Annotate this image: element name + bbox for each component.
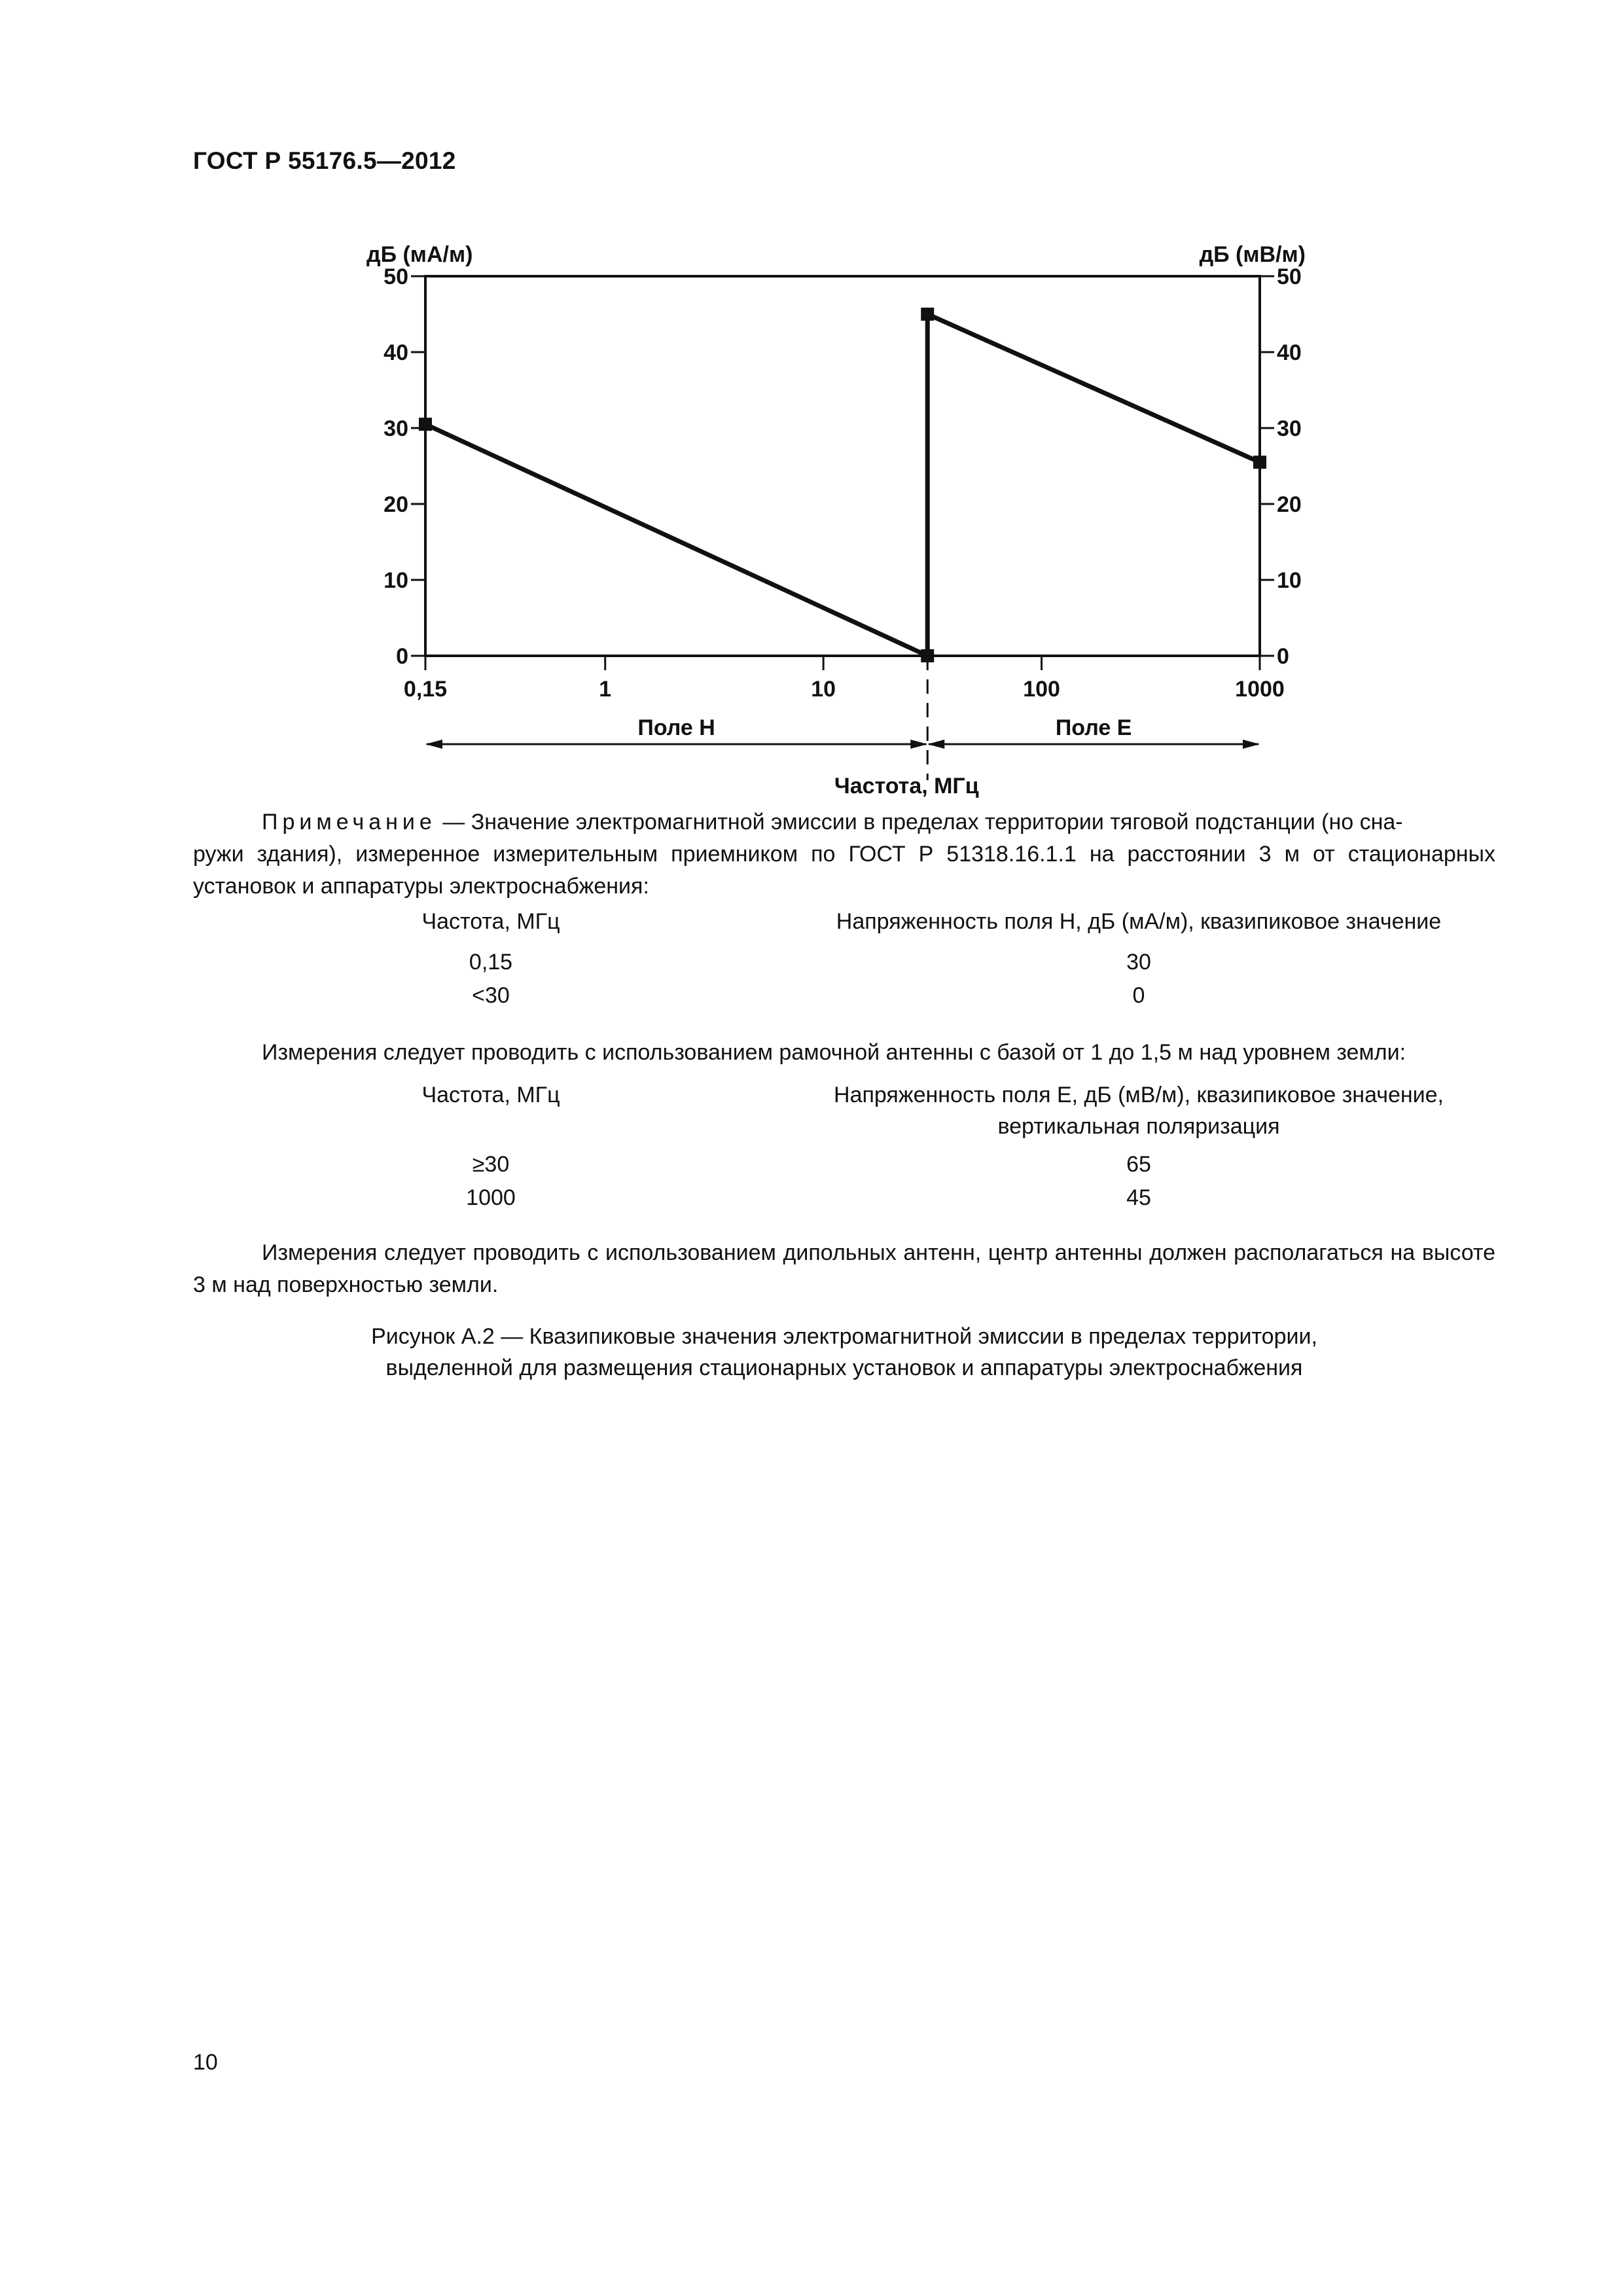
figure-caption-line1: Рисунок А.2 — Квазипиковые значения электромагнитной эмиссии в пределах территории,: [371, 1324, 1317, 1349]
y-tick-label-right: 0: [1277, 644, 1289, 669]
y-tick-label-right: 20: [1277, 492, 1302, 517]
y-tick-label-left: 10: [383, 568, 408, 593]
plot-frame: [425, 276, 1260, 656]
page-number: 10: [193, 2050, 218, 2075]
x-tick-label: 0,15: [403, 677, 448, 702]
region-label: Поле H: [637, 715, 715, 740]
table-e-row-freq: ≥30: [472, 1152, 510, 1177]
document-header: ГОСТ Р 55176.5—2012: [193, 147, 456, 174]
y-tick-label-right: 50: [1277, 264, 1302, 289]
note-label: Примечание: [262, 810, 437, 834]
table-h-col1-header: Частота, МГц: [421, 909, 560, 934]
table-h-row-freq: 0,15: [469, 950, 513, 975]
region-arrowhead-right: [1243, 740, 1260, 749]
x-axis-title: Частота, МГц: [834, 774, 979, 798]
y-tick-label-left: 40: [383, 340, 408, 365]
region-label: Поле E: [1055, 715, 1132, 740]
y-tick-label-right: 10: [1277, 568, 1302, 593]
table-h-row-freq: <30: [472, 983, 510, 1008]
table-e-row-freq: 1000: [466, 1185, 516, 1210]
x-tick-label: 1: [599, 677, 612, 702]
limit-line: [425, 424, 927, 656]
dipole-antenna-paragraph: Измерения следует проводить с использованием дипольных антенн, центр антенны должен располагаться на высоте 3 м над поверхностью земли.: [193, 1240, 1495, 1297]
table-e-row-value: 45: [1126, 1185, 1151, 1210]
limit-line: [927, 314, 1260, 462]
note-text-rest: ружи здания), измеренное измерительным приемником по ГОСТ Р 51318.16.1.1 на расстоянии 3 м от стационарных установок и аппаратуры электроснабжения:: [193, 842, 1495, 899]
y-tick-label-left: 0: [396, 644, 408, 669]
region-arrowhead-left: [425, 740, 442, 749]
table-h-col2-header: Напряженность поля H, дБ (мА/м), квазипиковое значение: [836, 909, 1442, 934]
region-arrowhead-right: [910, 740, 927, 749]
data-point-marker: [921, 308, 934, 321]
data-point-marker: [419, 418, 432, 431]
data-point-marker: [921, 649, 934, 662]
y-tick-label-right: 40: [1277, 340, 1302, 365]
loop-antenna-paragraph: Измерения следует проводить с использованием рамочной антенны с базой от 1 до 1,5 м над уровнем земли:: [262, 1040, 1406, 1065]
table-h-row-value: 0: [1132, 983, 1145, 1008]
table-e-row-value: 65: [1126, 1152, 1151, 1177]
table-e-col2-header-line2: вертикальная поляризация: [997, 1114, 1280, 1139]
table-h-row-value: 30: [1126, 950, 1151, 975]
y-axis-title-left: дБ (мА/м): [366, 242, 473, 267]
table-e-col1-header: Частота, МГц: [421, 1083, 560, 1107]
x-tick-label: 100: [1023, 677, 1060, 702]
x-tick-label: 10: [811, 677, 836, 702]
region-arrowhead-left: [927, 740, 944, 749]
y-axis-title-right: дБ (мВ/м): [1199, 242, 1306, 267]
note-text-line1: — Значение электромагнитной эмиссии в пределах территории тяговой подстанции (но сна-: [436, 810, 1403, 834]
data-point-marker: [1253, 456, 1266, 469]
emission-chart: [353, 223, 1361, 798]
y-tick-label-left: 20: [383, 492, 408, 517]
y-tick-label-left: 50: [383, 264, 408, 289]
y-tick-label-right: 30: [1277, 416, 1302, 441]
note-paragraph: [193, 806, 1495, 903]
y-tick-label-left: 30: [383, 416, 408, 441]
figure-caption-line2: выделенной для размещения стационарных установок и аппаратуры электроснабжения: [385, 1355, 1303, 1380]
x-tick-label: 1000: [1235, 677, 1285, 702]
table-e-col2-header-line1: Напряженность поля E, дБ (мВ/м), квазипиковое значение,: [834, 1083, 1444, 1107]
